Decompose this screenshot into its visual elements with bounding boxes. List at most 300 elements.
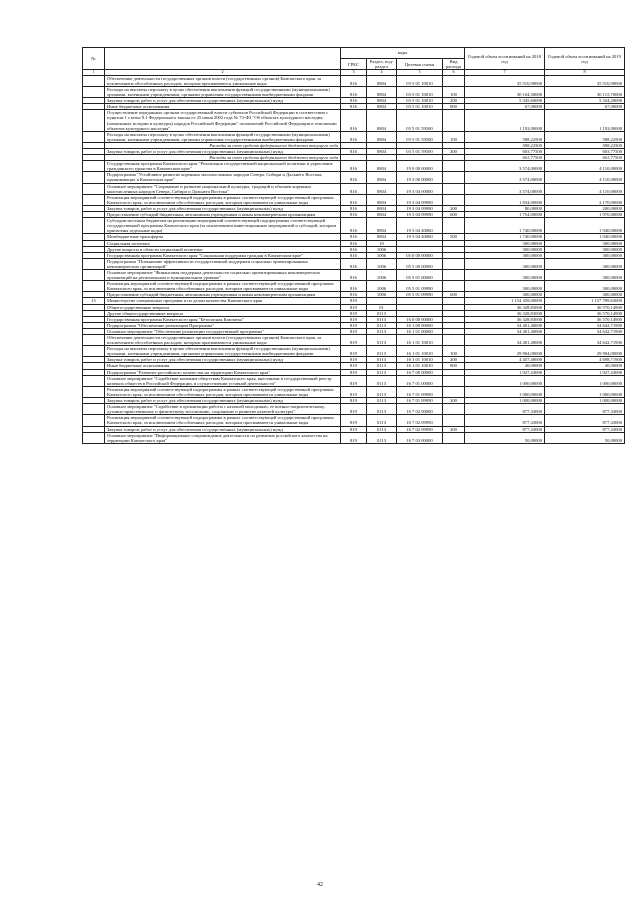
table-row	[83, 161, 625, 172]
cell-amount-2018: 1 740,00000	[465, 218, 545, 234]
cell-num	[83, 183, 105, 194]
cell-grbs: 816	[341, 172, 367, 183]
cell-amount-2019: 35 516,90000	[545, 75, 625, 86]
cell-amount-2018: 877,43000	[465, 415, 545, 426]
cell-amount-2019: 36 570,14900	[545, 310, 625, 316]
cell-section: 0804	[367, 86, 397, 97]
cell-kind: 200	[443, 98, 465, 104]
cell-grbs: 819	[341, 369, 367, 375]
cell-name: Государственная программа Камчатского края "Социальная поддержка граждан в Камчатском крае"	[105, 252, 341, 258]
cell-section: 1006	[367, 281, 397, 292]
cell-section: 1006	[367, 252, 397, 258]
cell-section: 0804	[367, 98, 397, 104]
cell-amount-2018: 34 401,40000	[465, 322, 545, 328]
cell-grbs: 819	[341, 328, 367, 334]
cell-amount-2019: 67,00000	[545, 104, 625, 110]
cell-amount-2018: 40,00000	[465, 363, 545, 369]
cell-kind: 200	[443, 149, 465, 155]
cell-amount-2019: 2 170,00000	[545, 194, 625, 205]
header-num: №	[83, 48, 105, 70]
cell-section: 0113	[367, 346, 397, 357]
cell-kind	[443, 386, 465, 397]
cell-kind	[443, 432, 465, 443]
cell-amount-2019: 603,77500	[545, 155, 625, 161]
cell-name: Иные бюджетные ассигнования	[105, 363, 341, 369]
cell-section: 0804	[367, 149, 397, 155]
cell-kind: 200	[443, 426, 465, 432]
cell-amount-2019: 877,43000	[545, 426, 625, 432]
cell-target: 16 7 01 09990	[397, 398, 443, 404]
page-number: 42	[317, 882, 323, 888]
cell-amount-2018: 1 000,00000	[465, 398, 545, 404]
cell-amount-2019: 1 000,00000	[545, 386, 625, 397]
cell-amount-2018: 877,43000	[465, 404, 545, 415]
header-name	[105, 48, 341, 70]
cell-name: Подпрограмма "Обеспечение реализации Программы"	[105, 322, 341, 328]
cell-grbs: 816	[341, 246, 367, 252]
cell-amount-2018: 1 154 458,00000	[465, 298, 545, 304]
cell-section: 0804	[367, 161, 397, 172]
cell-section: 0804	[367, 104, 397, 110]
cell-amount-2018: 603,77500	[465, 155, 545, 161]
table-row	[83, 183, 625, 194]
cell-section: 0113	[367, 310, 397, 316]
cell-grbs: 819	[341, 375, 367, 386]
cell-section: 0804	[367, 205, 397, 211]
cell-amount-2019: 5 334,20000	[545, 98, 625, 104]
table-row	[83, 86, 625, 97]
cell-num	[83, 346, 105, 357]
col-index: 1	[83, 70, 105, 76]
cell-grbs: 816	[341, 110, 367, 131]
cell-section: 0113	[367, 426, 397, 432]
table-row	[83, 269, 625, 280]
cell-kind	[443, 75, 465, 86]
cell-grbs: 816	[341, 161, 367, 172]
cell-amount-2018: 1 927,43000	[465, 369, 545, 375]
cell-target: 16 7 03 00000	[397, 432, 443, 443]
cell-target: 05 5 01 09990	[397, 281, 443, 292]
cell-section: 1006	[367, 269, 397, 280]
cell-amount-2019: 1 970,00000	[545, 212, 625, 218]
cell-name: Закупка товаров, работ и услуг для обеспечения государственных (муниципальных) нужд	[105, 357, 341, 363]
cell-name: Расходы на выплаты персоналу в целях обеспечения выполнения функций государственными (муниципальными) органами, казенными учреждениями, органами управления государственными внебюджетными фондами	[105, 346, 341, 357]
cell-target: 05 5 01 00000	[397, 269, 443, 280]
cell-section: 0804	[367, 218, 397, 234]
table-row	[83, 335, 625, 346]
table-row	[83, 258, 625, 269]
col-index: 2	[105, 70, 341, 76]
cell-kind: 100	[443, 346, 465, 357]
cell-target: 19 3 04 09990	[397, 205, 443, 211]
cell-section: 0804	[367, 75, 397, 86]
cell-target: 03 5 01 10010	[397, 98, 443, 104]
header-section: Раздел, под-раздел	[367, 59, 397, 70]
cell-target: 05 5 01 09990	[397, 292, 443, 298]
cell-amount-2018: 30 104,30000	[465, 86, 545, 97]
cell-amount-2019: 34 642,71900	[545, 322, 625, 328]
cell-name: Межбюджетные трансферты	[105, 234, 341, 240]
cell-kind	[443, 335, 465, 346]
cell-amount-2019: 300,00000	[545, 292, 625, 298]
cell-kind	[443, 415, 465, 426]
cell-amount-2018: 34 401,40000	[465, 328, 545, 334]
cell-amount-2019: 1 000,00000	[545, 398, 625, 404]
cell-num	[83, 75, 105, 86]
cell-target: 16 1 00 00000	[397, 322, 443, 328]
cell-section: 0113	[367, 316, 397, 322]
cell-amount-2018: 36 328,83000	[465, 304, 545, 310]
cell-target: 19 0 00 00000	[397, 161, 443, 172]
cell-grbs: 816	[341, 218, 367, 234]
cell-kind: 200	[443, 357, 465, 363]
cell-section: 0804	[367, 183, 397, 194]
cell-num	[83, 110, 105, 131]
cell-target: 16 7 02 00000	[397, 404, 443, 415]
cell-num	[83, 386, 105, 397]
cell-amount-2018: 4 457,40000	[465, 357, 545, 363]
cell-amount-2019: 588,22500	[545, 131, 625, 142]
cell-kind	[443, 183, 465, 194]
cell-num	[83, 161, 105, 172]
cell-kind: 200	[443, 398, 465, 404]
header-year-2019: Годовой объем ассигнований на 2019 год	[545, 48, 625, 70]
table-row	[83, 415, 625, 426]
cell-target: 05 0 00 00000	[397, 252, 443, 258]
cell-grbs: 816	[341, 131, 367, 142]
cell-section: 1006	[367, 292, 397, 298]
cell-amount-2018: 29 904,00000	[465, 346, 545, 357]
cell-section: 0113	[367, 363, 397, 369]
cell-name: Другие общегосударственные вопросы	[105, 310, 341, 316]
cell-section: 0113	[367, 369, 397, 375]
table-row	[83, 404, 625, 415]
cell-amount-2019: 1 927,43000	[545, 369, 625, 375]
cell-section: 0113	[367, 415, 397, 426]
budget-table	[82, 47, 625, 444]
cell-grbs: 816	[341, 205, 367, 211]
cell-target: 19 3 04 09990	[397, 212, 443, 218]
cell-grbs: 819	[341, 386, 367, 397]
cell-amount-2019: 4 110,00000	[545, 172, 625, 183]
cell-kind: 600	[443, 292, 465, 298]
cell-name: Закупка товаров, работ и услуг для обеспечения государственных (муниципальных) нужд	[105, 398, 341, 404]
col-index: 7	[465, 70, 545, 76]
cell-grbs: 816	[341, 98, 367, 104]
table-row	[83, 346, 625, 357]
cell-kind	[443, 404, 465, 415]
cell-kind: 600	[443, 212, 465, 218]
cell-amount-2019: 29 904,00000	[545, 346, 625, 357]
cell-section: 10	[367, 240, 397, 246]
cell-amount-2018: 67,00000	[465, 104, 545, 110]
cell-grbs: 816	[341, 281, 367, 292]
cell-amount-2018: 1 000,00000	[465, 375, 545, 386]
cell-num: 15	[83, 298, 105, 304]
table-row	[83, 110, 625, 131]
cell-name: Основное мероприятие "Финансовая поддержка деятельности социально ориентированных некоммерческих организаций на региональном и муниципальном уровнях"	[105, 269, 341, 280]
cell-amount-2018: 588,22500	[465, 131, 545, 142]
cell-num	[83, 432, 105, 443]
cell-amount-2019: 300,00000	[545, 269, 625, 280]
table-body	[83, 75, 625, 443]
cell-kind: 800	[443, 104, 465, 110]
cell-amount-2018: 877,43000	[465, 426, 545, 432]
cell-grbs: 819	[341, 415, 367, 426]
cell-amount-2019: 300,00000	[545, 246, 625, 252]
cell-name: Осуществление переданных органам государственной власти субъектов Российской Федерации в соответствии с пунктом 1 статьи 9.1 Федерального закона от 25 июня 2002 года № 73-ФЗ "Об объектах культурного наследия (памятниках истории и культуры) народов Российской Федерации" полномочий Российской Федерации в отношении объектов культурного наследия"	[105, 110, 341, 131]
cell-amount-2019: 603,77500	[545, 149, 625, 155]
cell-amount-2019: 4 110,00000	[545, 183, 625, 194]
cell-section: 0113	[367, 404, 397, 415]
cell-section: 0113	[367, 375, 397, 386]
cell-amount-2019: 50,00000	[545, 432, 625, 443]
table-row	[83, 386, 625, 397]
cell-kind	[443, 194, 465, 205]
cell-grbs: 819	[341, 363, 367, 369]
cell-target: 03 5 01 59500	[397, 131, 443, 142]
cell-amount-2019: 34 642,71900	[545, 335, 625, 346]
cell-num	[83, 86, 105, 97]
cell-amount-2019: 4 110,00000	[545, 161, 625, 172]
cell-name: Закупка товаров, работ и услуг для обеспечения государственных (муниципальных) нужд	[105, 98, 341, 104]
cell-amount-2019: 300,00000	[545, 258, 625, 269]
cell-name: Закупка товаров, работ и услуг для обеспечения государственных (муниципальных) нужд	[105, 205, 341, 211]
cell-name: Реализация мероприятий соответствующей подпрограммы в рамках соответствующей государственной программы Камчатского края, за исключением обособленных расходов, которым присваиваются уникальные коды	[105, 415, 341, 426]
cell-amount-2019: 1 192,00000	[545, 110, 625, 131]
cell-target: 03 5 01 10010	[397, 86, 443, 97]
cell-grbs: 819	[341, 432, 367, 443]
cell-amount-2019: 300,00000	[545, 281, 625, 292]
table-row	[83, 75, 625, 86]
cell-name: Подпрограмма "Повышение эффективности государственной поддержки социально ориентированных некоммерческих организаций"	[105, 258, 341, 269]
cell-amount-2019: 877,43000	[545, 415, 625, 426]
cell-amount-2018: 36 328,83000	[465, 310, 545, 316]
cell-amount-2018: 1 000,00000	[465, 386, 545, 397]
cell-target: 16 1 01 10010	[397, 335, 443, 346]
cell-kind	[443, 218, 465, 234]
cell-name: Предоставление субсидий бюджетным, автономным учреждениям и иным некоммерческим организациям	[105, 292, 341, 298]
cell-kind	[443, 269, 465, 280]
cell-name: Субсидии местным бюджетам на реализацию мероприятий соответствующей подпрограммы соответствующей государственной программы Камчатского края (за исключением инвестиционных мероприятий и субсидий, которым присвоены отдельные коды)	[105, 218, 341, 234]
cell-grbs: 816	[341, 252, 367, 258]
cell-grbs: 816	[341, 149, 367, 155]
cell-name: Расходы за счет средств федерального бюджета текущего года	[105, 155, 341, 161]
cell-amount-2018: 36 328,83000	[465, 316, 545, 322]
cell-num	[83, 269, 105, 280]
cell-amount-2019: 1 940,00000	[545, 218, 625, 234]
cell-kind	[443, 110, 465, 131]
cell-num	[83, 172, 105, 183]
cell-grbs: 816	[341, 240, 367, 246]
header-year-2018: Годовой объем ассигнований на 2018 год	[465, 48, 545, 70]
header-kind: Вид расхода	[443, 59, 465, 70]
cell-section: 0113	[367, 357, 397, 363]
col-index: 3	[341, 70, 367, 76]
table-row	[83, 131, 625, 142]
cell-target: 16 1 01 10010	[397, 346, 443, 357]
cell-section: 0804	[367, 172, 397, 183]
cell-amount-2018: 300,00000	[465, 281, 545, 292]
cell-name: Закупка товаров, работ и услуг для обеспечения государственных (муниципальных) нужд	[105, 426, 341, 432]
cell-grbs: 816	[341, 104, 367, 110]
cell-name: Подпрограмма "Развитие российского казачества на территории Камчатского края"	[105, 369, 341, 375]
cell-kind: 200	[443, 205, 465, 211]
cell-kind	[443, 161, 465, 172]
cell-grbs: 819	[341, 426, 367, 432]
cell-grbs: 819	[341, 298, 367, 304]
cell-amount-2018: 300,00000	[465, 252, 545, 258]
cell-grbs: 816	[341, 269, 367, 280]
cell-grbs: 819	[341, 304, 367, 310]
cell-amount-2018: 1 754,00000	[465, 212, 545, 218]
cell-kind: 100	[443, 131, 465, 142]
cell-name: Основное мероприятие "Обеспечение реализации государственной программы"	[105, 328, 341, 334]
cell-target: 16 7 02 09990	[397, 426, 443, 432]
cell-name: Реализация мероприятий соответствующей подпрограммы в рамках соответствующей государственной программы Камчатского края, за исключением обособленных расходов, которым присваиваются уникальные коды	[105, 281, 341, 292]
cell-amount-2018: 3 574,00000	[465, 183, 545, 194]
cell-amount-2019: 200,00000	[545, 205, 625, 211]
cell-amount-2018: 300,00000	[465, 240, 545, 246]
cell-name: Реализация мероприятий соответствующей подпрограммы в рамках соответствующей государственной программы Камчатского края, за исключением обособленных расходов, которым присваиваются уникальные коды	[105, 386, 341, 397]
col-index: 5	[397, 70, 443, 76]
cell-target: 16 1 01 10010	[397, 363, 443, 369]
cell-grbs: 816	[341, 292, 367, 298]
cell-section: 0113	[367, 322, 397, 328]
cell-amount-2018: 5 345,60000	[465, 98, 545, 104]
cell-amount-2019: 300,00000	[545, 240, 625, 246]
col-index: 8	[545, 70, 625, 76]
cell-target: 03 5 01 59500	[397, 149, 443, 155]
cell-name: Общегосударственные вопросы	[105, 304, 341, 310]
cell-name: Министерство специальных программ и по делам казачества Камчатского края	[105, 298, 341, 304]
cell-amount-2018: 35 516,90000	[465, 75, 545, 86]
cell-section: 1006	[367, 246, 397, 252]
cell-section: 0804	[367, 212, 397, 218]
cell-name: Расходы на выплаты персоналу в целях обеспечения выполнения функций государственными (муниципальными) органами, казенными учреждениями, органами управления государственными внебюджетными фондами	[105, 86, 341, 97]
header-codes: коды	[341, 48, 465, 59]
cell-amount-2018: 1 834,00000	[465, 194, 545, 205]
cell-amount-2019: 40,00000	[545, 363, 625, 369]
cell-num	[83, 218, 105, 234]
cell-target: 19 3 04 00000	[397, 183, 443, 194]
cell-grbs: 816	[341, 75, 367, 86]
table-header	[83, 48, 625, 76]
cell-num	[83, 415, 105, 426]
cell-target: 19 3 04 40060	[397, 234, 443, 240]
cell-target: 19 3 04 09990	[397, 194, 443, 205]
cell-name: Обеспечение деятельности государственных органов власти (государственных органов) Камчатского края, за исключением обособленных расходов, которым присваиваются уникальные коды	[105, 75, 341, 86]
cell-amount-2018: 50,00000	[465, 432, 545, 443]
cell-target: 03 5 01 10010	[397, 104, 443, 110]
header-grbs: ГРБС	[341, 59, 367, 70]
cell-kind	[443, 172, 465, 183]
cell-num	[83, 404, 105, 415]
cell-amount-2018: 80,00000	[465, 205, 545, 211]
cell-name: Предоставление субсидий бюджетным, автономным учреждениям и иным некоммерческим организациям	[105, 212, 341, 218]
cell-name: Государственная программа Камчатского края "Реализация государственной национальной политики и укрепление гражданского единства в Камчатском крае"	[105, 161, 341, 172]
cell-name: Основное мероприятие "Содействие казачьим обществам Камчатского края, внесенным в государственный реестр казачьих обществ в Российской Федерации, в осуществлении уставной деятельности"	[105, 375, 341, 386]
table-row	[83, 281, 625, 292]
cell-amount-2019: 34 642,71900	[545, 328, 625, 334]
cell-grbs: 816	[341, 212, 367, 218]
cell-num	[83, 194, 105, 205]
cell-amount-2019: 1 940,00000	[545, 234, 625, 240]
cell-target: 16 7 01 00000	[397, 375, 443, 386]
table-row	[83, 432, 625, 443]
cell-amount-2019: 588,22500	[545, 142, 625, 148]
cell-amount-2019: 36 570,14900	[545, 316, 625, 322]
table-row	[83, 194, 625, 205]
cell-name: Обеспечение деятельности государственных органов власти (государственных органов) Камчатского края, за исключением обособленных расходов, которым присваиваются уникальные коды	[105, 335, 341, 346]
cell-amount-2018: 588,22500	[465, 142, 545, 148]
cell-amount-2018: 1 740,00000	[465, 234, 545, 240]
cell-name: Подпрограмма "Устойчивое развитие коренных малочисленных народов Севера, Сибири и Дальнего Востока, проживающих в Камчатском крае"	[105, 172, 341, 183]
cell-amount-2019: 877,43000	[545, 404, 625, 415]
col-index: 4	[367, 70, 397, 76]
cell-target: 03 5 01 10010	[397, 75, 443, 86]
cell-name: Закупка товаров, работ и услуг для обеспечения государственных (муниципальных) нужд	[105, 149, 341, 155]
cell-section: 0804	[367, 234, 397, 240]
cell-target: 03 5 01 59500	[397, 110, 443, 131]
cell-grbs: 819	[341, 398, 367, 404]
cell-grbs: 816	[341, 86, 367, 97]
cell-name: Иные бюджетные ассигнования	[105, 104, 341, 110]
cell-section: 0804	[367, 194, 397, 205]
cell-grbs: 819	[341, 404, 367, 415]
header-target: Целевая статья	[397, 59, 443, 70]
cell-target: 16 7 02 09990	[397, 415, 443, 426]
cell-target: 16 1 01 00000	[397, 328, 443, 334]
cell-name: Основное мероприятие "Сохранение и развитие национальной культуры, традиций и обычаев коренных малочисленных народов Севера, Сибири и Дальнего Востока"	[105, 183, 341, 194]
cell-amount-2018: 34 401,40000	[465, 335, 545, 346]
cell-amount-2018: 603,77500	[465, 149, 545, 155]
cell-section: 0113	[367, 335, 397, 346]
cell-grbs: 819	[341, 316, 367, 322]
cell-target: 05 5 00 00000	[397, 258, 443, 269]
cell-target: 19 3 04 40060	[397, 218, 443, 234]
cell-amount-2018: 300,00000	[465, 246, 545, 252]
table-row	[83, 218, 625, 234]
cell-grbs: 819	[341, 335, 367, 346]
cell-section: 01	[367, 304, 397, 310]
cell-section: 0113	[367, 398, 397, 404]
cell-name: Социальная политика	[105, 240, 341, 246]
cell-grbs: 819	[341, 322, 367, 328]
cell-name: Расходы на выплаты персоналу в целях обеспечения выполнения функций государственными (муниципальными) органами, казенными учреждениями, органами управления государственными внебюджетными фондами	[105, 131, 341, 142]
cell-amount-2018: 300,00000	[465, 292, 545, 298]
cell-section: 0113	[367, 328, 397, 334]
cell-num	[83, 375, 105, 386]
cell-target: 16 0 00 00000	[397, 316, 443, 322]
cell-grbs: 819	[341, 357, 367, 363]
cell-amount-2018: 3 574,00000	[465, 172, 545, 183]
cell-name: Государственная программа Камчатского края "Безопасная Камчатка"	[105, 316, 341, 322]
cell-num	[83, 258, 105, 269]
cell-num	[83, 335, 105, 346]
cell-amount-2019: 30 115,70000	[545, 86, 625, 97]
cell-name: Реализация мероприятий соответствующей подпрограммы в рамках соответствующей государственной программы Камчатского края, за исключением обособленных расходов, которым присваиваются уникальные коды	[105, 194, 341, 205]
cell-amount-2019: 4 698,71900	[545, 357, 625, 363]
cell-target: 19 3 00 00000	[397, 172, 443, 183]
cell-target: 16 1 01 10010	[397, 357, 443, 363]
cell-target: 16 7 01 09990	[397, 386, 443, 397]
cell-name: Основное мероприятие "Информационное сопровождение деятельности по развитию российского казачества на территории Камчатского края"	[105, 432, 341, 443]
cell-grbs: 816	[341, 258, 367, 269]
cell-amount-2019: 36 570,14900	[545, 304, 625, 310]
cell-kind: 800	[443, 363, 465, 369]
cell-amount-2018: 3 574,00000	[465, 161, 545, 172]
